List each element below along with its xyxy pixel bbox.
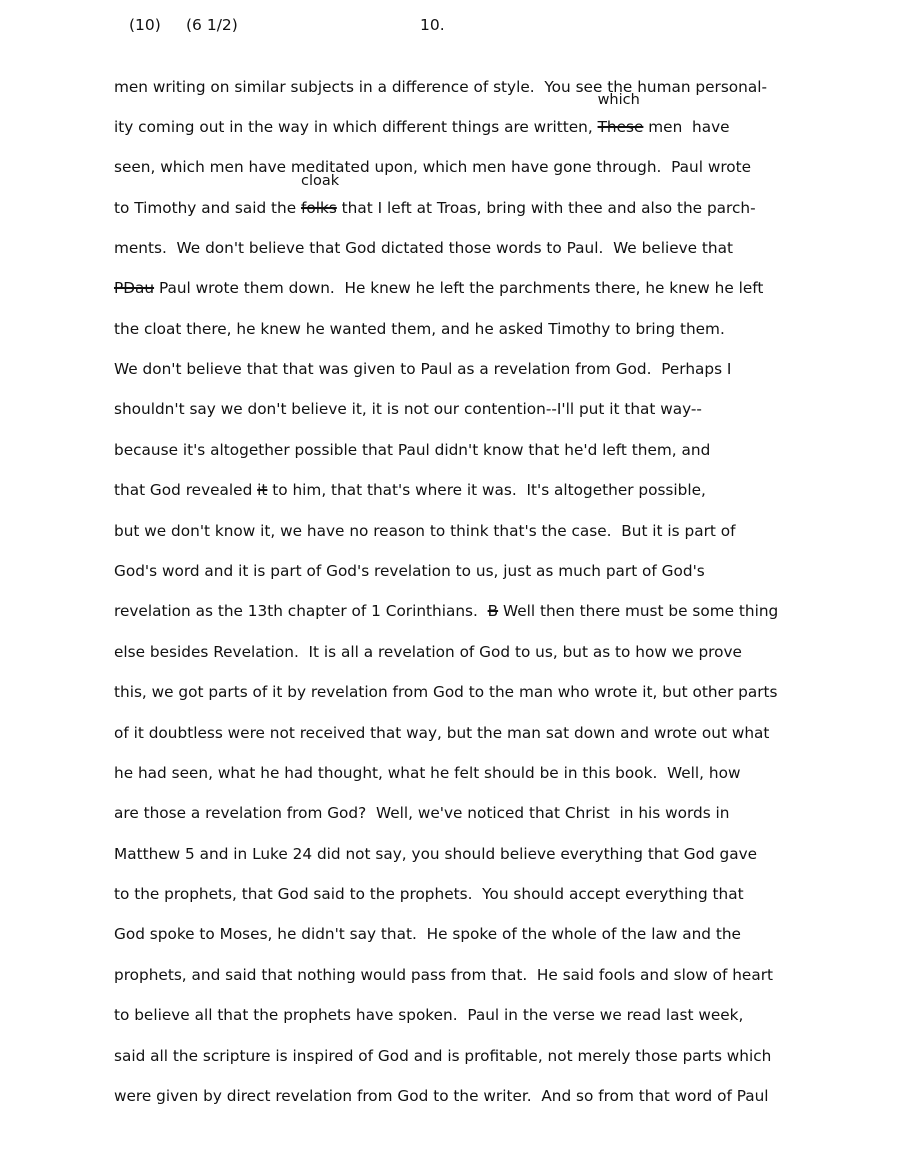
struck-word: These	[597, 118, 644, 136]
text-line-4	[114, 173, 756, 223]
text-line-15: else besides Revelation. It is all a revelation of God to us, but as to how we prove	[114, 643, 742, 661]
text-line-14-start: revelation as the 13th chapter of 1 Corinthians.	[114, 602, 488, 620]
text-line-22: God spoke to Moses, he didn't say that. He spoke of the whole of the law and the	[114, 925, 741, 943]
edit-insertion	[300, 173, 340, 223]
text-line-2	[114, 92, 730, 142]
text-line-7: the cloat there, he knew he wanted them, and he asked Timothy to bring them.	[114, 320, 725, 338]
text-line-14	[114, 596, 778, 626]
struck-word: it	[257, 481, 268, 499]
inserted-word-cloak: cloak	[300, 173, 340, 189]
struck-word: PDau	[114, 279, 155, 297]
text-line-6-end: Paul wrote them down. He knew he left the parchments there, he knew he left	[154, 279, 764, 297]
text-line-25: said all the scripture is inspired of God and is profitable, not merely those parts which	[114, 1047, 772, 1065]
inserted-word-which: which	[597, 92, 640, 108]
text-line-26: were given by direct revelation from God to the writer. And so from that word of Paul	[114, 1087, 769, 1105]
text-line-21: to the prophets, that God said to the prophets. You should accept everything that	[114, 885, 744, 903]
text-line-11-end: to him, that that's where it was. It's altogether possible,	[267, 481, 706, 499]
page-header	[0, 16, 899, 40]
header-number-a: (10)	[129, 16, 161, 34]
text-line-12: but we don't know it, we have no reason to think that's the case. But it is part of	[114, 522, 736, 540]
text-line-13: God's word and it is part of God's revelation to us, just as much part of God's	[114, 562, 705, 580]
text-line-14-end: Well then there must be some thing	[498, 602, 779, 620]
text-line-10: because it's altogether possible that Paul didn't know that he'd left them, and	[114, 441, 711, 459]
text-line-11	[114, 475, 706, 505]
text-line-5: ments. We don't believe that God dictated those words to Paul. We believe that	[114, 239, 734, 257]
text-line-24: to believe all that the prophets have spoken. Paul in the verse we read last week,	[114, 1006, 744, 1024]
text-line-20: Matthew 5 and in Luke 24 did not say, you should believe everything that God gave	[114, 845, 758, 863]
text-line-23: prophets, and said that nothing would pass from that. He said fools and slow of heart	[114, 966, 774, 984]
text-line-16: this, we got parts of it by revelation from God to the man who wrote it, but other parts	[114, 683, 778, 701]
page-number: 10.	[420, 16, 445, 34]
text-line-4-start: to Timothy and said the	[114, 199, 301, 217]
struck-word: folks	[300, 199, 337, 217]
text-line-2-start: ity coming out in the way in which different things are written,	[114, 118, 598, 136]
text-line-8: We don't believe that that was given to Paul as a revelation from God. Perhaps I	[114, 360, 732, 378]
text-line-4-end: that I left at Troas, bring with thee and also the parch-	[336, 199, 756, 217]
text-line-9: shouldn't say we don't believe it, it is not our contention--I'll put it that way--	[114, 400, 702, 418]
text-line-2-end: men have	[643, 118, 730, 136]
header-number-b: (6 1/2)	[186, 16, 238, 34]
struck-letter: B	[487, 602, 499, 620]
text-line-19: are those a revelation from God? Well, we've noticed that Christ in his words in	[114, 804, 730, 822]
text-line-11-start: that God revealed	[114, 481, 258, 499]
text-line-18: he had seen, what he had thought, what he felt should be in this book. Well, how	[114, 764, 741, 782]
text-line-6	[114, 273, 763, 303]
text-line-3: seen, which men have meditated upon, which men have gone through. Paul wrote	[114, 158, 752, 176]
edit-insertion	[597, 92, 644, 142]
text-line-17: of it doubtless were not received that way, but the man sat down and wrote out what	[114, 724, 770, 742]
text-line-1: men writing on similar subjects in a difference of style. You see the human personal-	[114, 78, 767, 96]
